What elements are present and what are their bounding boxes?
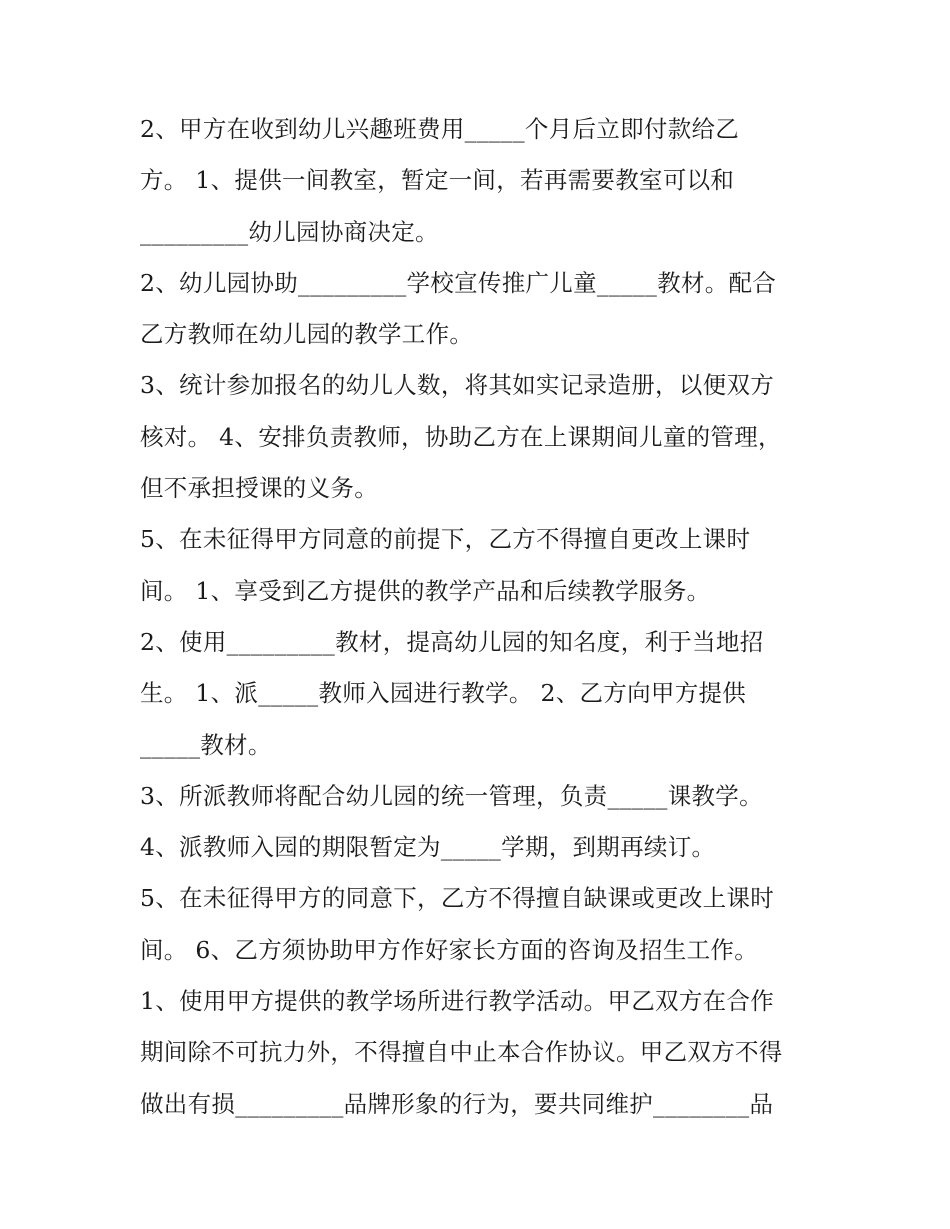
- text-line: 方。 1、提供一间教室，暂定一间，若再需要教室可以和: [140, 166, 735, 195]
- text-line: 生。 1、派_____教师入园进行教学。 2、乙方向甲方提供: [140, 679, 747, 708]
- text-line: 2、使用_________教材，提高幼儿园的知名度，利于当地招: [140, 627, 764, 656]
- text-line: 2、幼儿园协助_________学校宣传推广儿童_____教材。配合: [140, 268, 777, 297]
- text-line: 3、所派教师将配合幼儿园的统一管理，负责_____课教学。: [140, 781, 763, 810]
- text-line: 但不承担授课的义务。: [140, 474, 378, 503]
- text-line: 核对。 4、安排负责教师，协助乙方在上课期间儿童的管理，: [140, 422, 782, 451]
- text-line: 1、使用甲方提供的教学场所进行教学活动。甲乙双方在合作: [140, 987, 775, 1016]
- text-line: 间。 1、享受到乙方提供的教学产品和后续教学服务。: [140, 576, 711, 605]
- text-line: 5、在未征得甲方的同意下，乙方不得擅自缺课或更改上课时: [140, 884, 775, 913]
- text-line: 做出有损_________品牌形象的行为，要共同维护________品: [140, 1089, 774, 1118]
- text-line: _____教材。: [140, 730, 272, 759]
- text-line: 乙方教师在幼儿园的教学工作。: [140, 320, 474, 349]
- text-line: 2、甲方在收到幼儿兴趣班费用_____个月后立即付款给乙: [140, 115, 740, 143]
- text-line: 3、统计参加报名的幼儿人数，将其如实记录造册，以便双方: [140, 371, 775, 400]
- text-line: 期间除不可抗力外，不得擅自中止本合作协议。甲乙双方不得: [140, 1038, 783, 1067]
- text-line: 5、在未征得甲方同意的前提下，乙方不得擅自更改上课时: [140, 525, 751, 554]
- text-line: 4、派教师入园的期限暂定为_____学期，到期再续订。: [140, 833, 716, 862]
- document-body: [140, 104, 830, 1130]
- text-line: 间。 6、乙方须协助甲方作好家长方面的咨询及招生工作。: [140, 935, 759, 964]
- text-line: _________幼儿园协商决定。: [140, 217, 439, 246]
